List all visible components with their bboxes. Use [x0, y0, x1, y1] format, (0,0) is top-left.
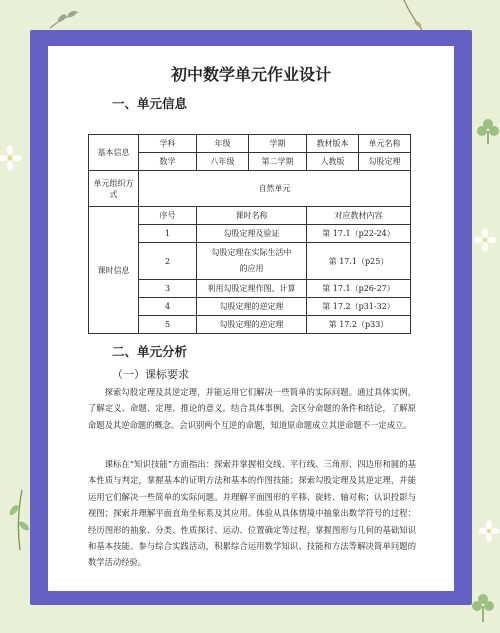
body-paragraph: 探索勾股定理及其逆定理，并能运用它们解决一些简单的实际问题。通过具体实例，了解定义、命题、定理、推论的意义。结合具体事例，会区分命题的条件和结论，了解原命题及其逆命题的概念。会识别两个互逆的命题，知道原命题成立其逆命题不一定成立。	[88, 387, 416, 430]
subsection-heading-standards: （一）课标要求	[112, 368, 189, 381]
lesson-no: 1	[139, 225, 197, 243]
header-cell: 单元名称	[359, 135, 411, 153]
lesson-name: 勾股定理的逆定理	[197, 298, 307, 316]
lesson-name: 勾股定理的逆定理	[197, 316, 307, 334]
basic-info-label: 基本信息	[89, 135, 139, 171]
branch-icon	[398, 0, 428, 32]
header-cell: 序号	[139, 207, 197, 225]
table-row	[89, 171, 411, 207]
section-heading-unit-analysis: 二、单元分析	[112, 344, 188, 359]
lesson-content: 第 17.1（p25）	[307, 243, 411, 280]
value-cell: 八年级	[197, 153, 249, 171]
lesson-no: 5	[139, 316, 197, 334]
clover-icon	[476, 118, 500, 144]
lesson-name: 勾股定理在实际生活中的应用	[197, 243, 307, 280]
flower-icon	[0, 145, 22, 171]
leaf-sprig-icon	[48, 8, 82, 30]
org-label: 单元组织方式	[89, 171, 139, 207]
lesson-no: 2	[139, 243, 197, 280]
leaf-sprig-icon	[6, 490, 30, 550]
table-row	[89, 135, 411, 153]
lesson-name: 勾股定理及验证	[197, 225, 307, 243]
lesson-content: 第 17.1（p26-27）	[307, 280, 411, 298]
page-title: 初中数学单元作业设计	[170, 65, 331, 84]
lesson-name: 利用勾股定理作图、计算	[197, 280, 307, 298]
header-cell: 教材版本	[307, 135, 359, 153]
header-cell: 对应教材内容	[307, 207, 411, 225]
lesson-no: 4	[139, 298, 197, 316]
header-cell: 年级	[197, 135, 249, 153]
lesson-no: 3	[139, 280, 197, 298]
lesson-content: 第 17.1（p22-24）	[307, 225, 411, 243]
lesson-content: 第 17.2（p31-32）	[307, 298, 411, 316]
body-paragraph: 课标在“知识技能”方面指出：探索并掌握相交线、平行线、三角形、四边形和圆的基本性质与判定，掌握基本的证明方法和基本的作图技能；探索勾股定理及其逆定理，并能运用它们解决一些简单的实际问题。并理解平面图形的平移、旋转、轴对称；认识投影与视图；探索并理解平面直角坐标系及其应用。体验从具体情境中抽象出数学符号的过程：经历图形的抽象、分类、性质探讨、运动、位置确定等过程，掌握图形与几何的基础知识和基本技能。参与综合实践活动，积累综合运用数学知识、技能和方法等解决简单问题的数学活动经验。	[88, 459, 416, 568]
value-cell: 勾股定理	[359, 153, 411, 171]
clover-icon	[470, 592, 496, 622]
document-page	[48, 46, 454, 591]
flower-icon	[474, 228, 496, 252]
lesson-content: 第 17.2（p33）	[307, 316, 411, 334]
unit-info-table	[88, 134, 411, 334]
org-value: 自然单元	[139, 171, 411, 207]
value-cell: 数学	[139, 153, 197, 171]
header-cell: 学科	[139, 135, 197, 153]
header-cell: 学期	[249, 135, 307, 153]
flower-icon	[479, 520, 499, 542]
value-cell: 人教版	[307, 153, 359, 171]
value-cell: 第二学期	[249, 153, 307, 171]
section-heading-unit-info: 一、单元信息	[112, 96, 188, 111]
table-row	[89, 207, 411, 225]
lesson-info-label: 课时信息	[89, 207, 139, 334]
header-cell: 课时名称	[197, 207, 307, 225]
